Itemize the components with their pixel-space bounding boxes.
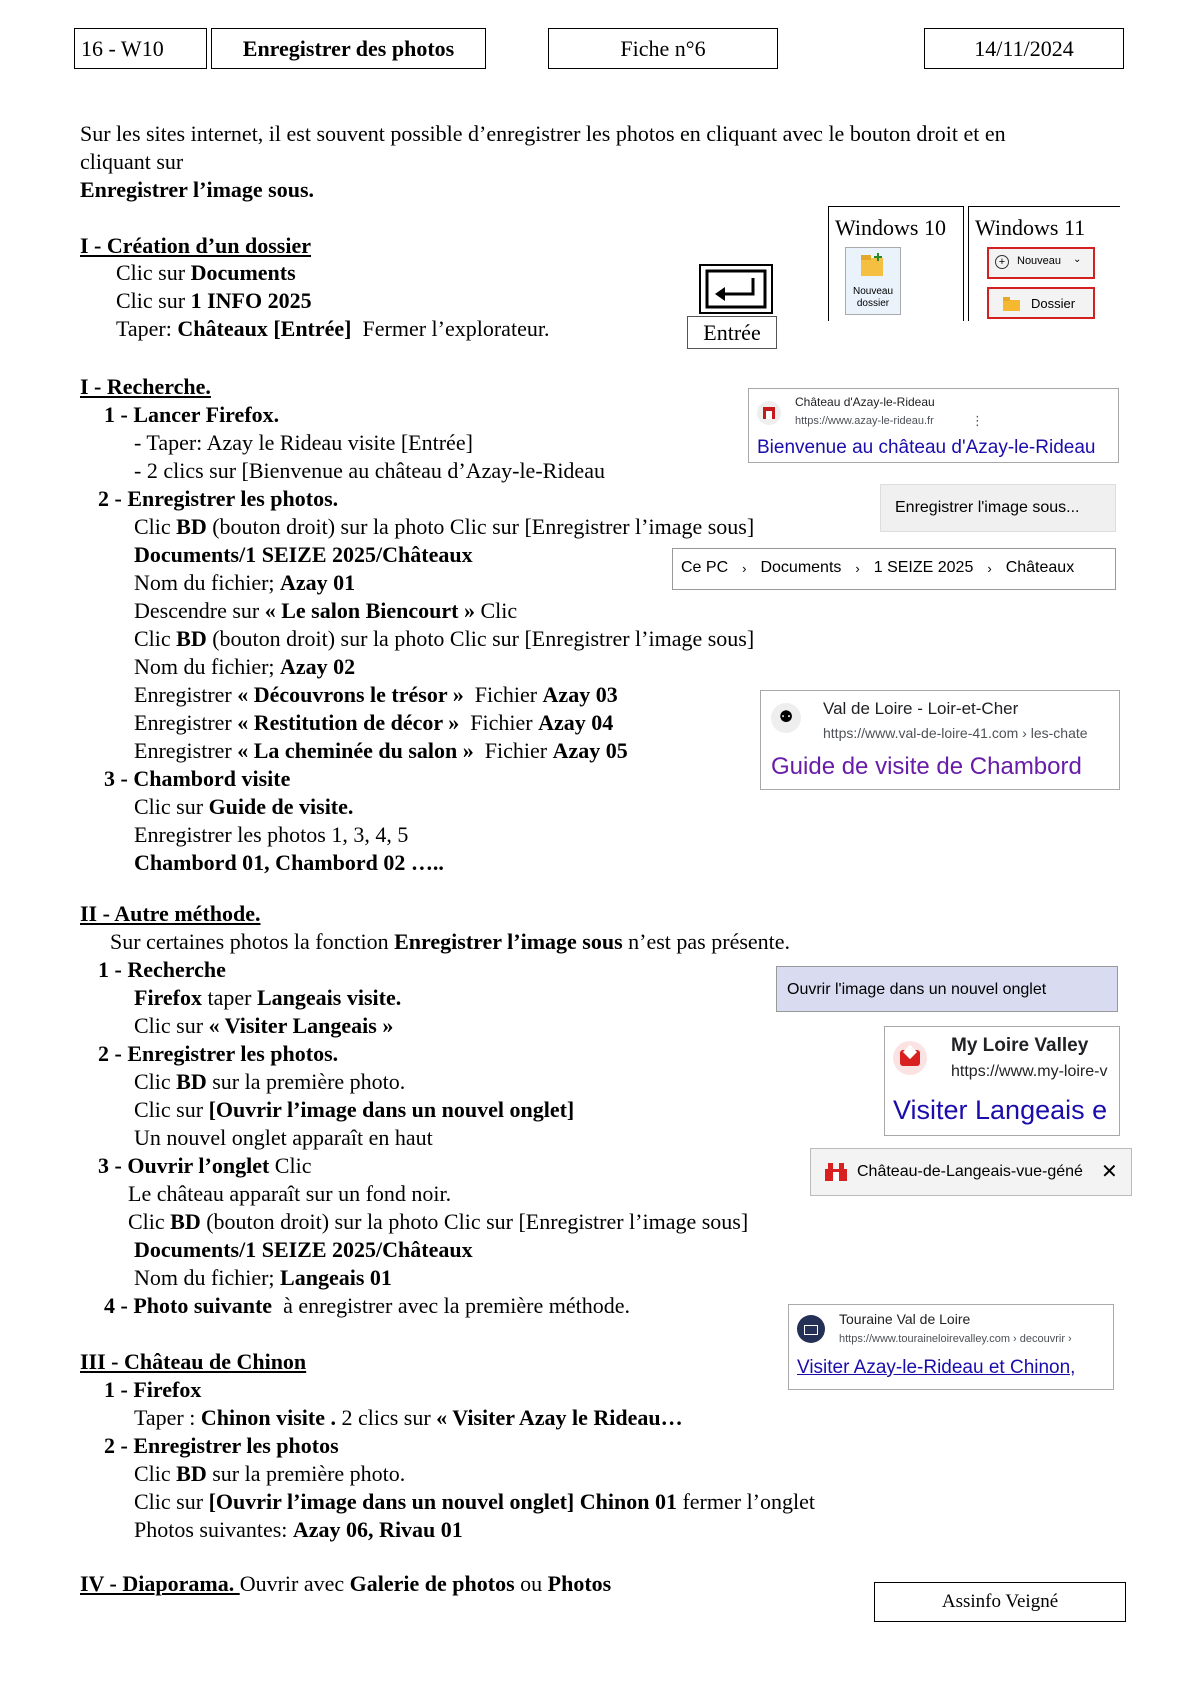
footer-box — [874, 1582, 1126, 1622]
s3-o2c: (bouton droit) sur la photo Clic sur [Enregistrer l’image sous] — [200, 1209, 749, 1234]
enter-key-icon — [699, 264, 773, 314]
s2-d1: Descendre sur — [134, 598, 265, 623]
header-title: Enregistrer des photos — [242, 35, 455, 61]
win11-label: Windows 11 — [975, 215, 1086, 240]
s3-heading-2 — [98, 1040, 338, 1068]
s2-b3: (bouton droit) sur la photo Clic sur [Enregistrer l’image sous] — [206, 626, 755, 651]
val-site-name: Val de Loire - Loir-et-Cher — [823, 699, 1019, 718]
s3-t1b: BD — [176, 1069, 207, 1094]
enter-key-shot — [697, 262, 777, 349]
val-url: https://www.val-de-loire-41.com › les-chate — [823, 725, 1088, 741]
azay-result-link[interactable]: Bienvenue au château d'Azay-le-Rideau — [757, 437, 1096, 458]
myloire-result-link[interactable]: Visiter Langeais e — [893, 1095, 1108, 1125]
breadcrumb-this-pc[interactable]: Ce PC — [681, 559, 729, 576]
s2-chambord-1 — [134, 793, 353, 821]
s3-h2: 2 - Enregistrer les photos. — [98, 1041, 339, 1066]
folder-icon — [1003, 297, 1021, 311]
s4-m3a: Photos suivantes: — [134, 1517, 293, 1542]
s4-m3b: Azay 06, Rivau 01 — [292, 1517, 463, 1542]
s4-m1c: sur la première photo. — [206, 1461, 406, 1486]
s3-t1a: Clic — [134, 1069, 177, 1094]
intro-bold: Enregistrer l’image sous. — [80, 177, 315, 202]
myloire-favicon — [893, 1041, 927, 1075]
s3-o2 — [128, 1208, 748, 1236]
win11-column — [968, 206, 1120, 321]
intro-line-3 — [80, 176, 314, 204]
touraine-site-name: Touraine Val de Loire — [839, 1311, 971, 1327]
header-title-box — [211, 28, 486, 69]
azay-site-name: Château d'Azay-le-Rideau — [795, 395, 935, 409]
s3-p1c: n’est pas présente. — [622, 929, 791, 954]
s2-e2c: Fichier — [459, 710, 539, 735]
s2-file-2 — [134, 653, 355, 681]
touraine-result-link[interactable]: Visiter Azay-le-Rideau et Chinon, — [797, 1357, 1076, 1378]
s1-l3a: Taper: — [116, 316, 178, 341]
s5-a: Ouvrir avec — [239, 1571, 350, 1596]
s4-m1a: Clic — [134, 1461, 177, 1486]
touraine-url: https://www.touraineloirevalley.com › decouvrir › — [839, 1333, 1072, 1345]
val-result-link[interactable]: Guide de visite de Chambord — [771, 753, 1082, 780]
chinon-search-result[interactable] — [788, 1304, 1114, 1390]
section-5-line — [80, 1570, 611, 1598]
save-image-as-label: Enregistrer l'image sous... — [895, 499, 1080, 516]
s4-heading-2 — [104, 1432, 339, 1460]
s3-r1c: Langeais visite. — [256, 985, 402, 1010]
save-image-as-menu-item[interactable] — [880, 484, 1116, 532]
s3-h4a: 4 - Photo suivante — [104, 1293, 273, 1318]
s3-heading-3 — [98, 1152, 311, 1180]
s3-p1a: Sur certaines photos la fonction — [110, 929, 395, 954]
s4-m2c: fermer l’onglet — [676, 1489, 816, 1514]
s1-l2b: 1 INFO 2025 — [190, 288, 312, 313]
header-date-box — [924, 28, 1124, 69]
s2-a2: BD — [176, 514, 207, 539]
s1-line-2 — [116, 287, 312, 315]
s3-h3b: Clic — [269, 1153, 312, 1178]
new-button-label: Nouveau — [1017, 255, 1062, 267]
s3-h1: 1 - Recherche — [98, 957, 226, 982]
tab-title: Château-de-Langeais-vue-géné — [857, 1163, 1083, 1180]
folder-menu-item-win11[interactable] — [987, 287, 1095, 319]
s4-m2b: [Ouvrir l’image dans un nouvel onglet] Chinon 01 — [208, 1489, 677, 1514]
new-folder-label-2: dossier — [856, 298, 890, 309]
s3-path — [134, 1236, 473, 1264]
s2-e2d: Azay 04 — [538, 710, 614, 735]
header-sheet-box — [548, 28, 778, 69]
open-image-new-tab-menu-item[interactable] — [776, 966, 1118, 1012]
s2-path-text: Documents/1 SEIZE 2025/Châteaux — [134, 542, 473, 567]
s3-o4 — [134, 1264, 392, 1292]
enter-key-label: Entrée — [703, 320, 761, 345]
header-sheet: Fiche n°6 — [620, 35, 706, 61]
s3-t1c: sur la première photo. — [206, 1069, 406, 1094]
s2-h2: 2 - Enregistrer les photos. — [98, 486, 339, 511]
s3-para — [110, 928, 790, 956]
s1-line-3 — [116, 315, 549, 343]
s1-l1a: Clic sur — [116, 260, 191, 285]
s4-heading-1 — [104, 1376, 201, 1404]
s3-r1b: taper — [202, 985, 257, 1010]
s5-c: ou — [514, 1571, 548, 1596]
s2-a1: Clic — [134, 514, 177, 539]
s2-c1b: Guide de visite. — [208, 794, 354, 819]
s3-o4a: Nom du fichier; — [134, 1265, 281, 1290]
s2-f1b: Azay 01 — [280, 570, 356, 595]
s4-m2 — [134, 1488, 815, 1516]
s4-m1 — [134, 1460, 405, 1488]
s2-f2a: Nom du fichier; — [134, 654, 281, 679]
breadcrumb-documents[interactable]: Documents — [760, 559, 842, 576]
s2-save-5 — [134, 737, 628, 765]
s4-h1: 1 - Firefox — [104, 1377, 202, 1402]
chevron-right-icon: › — [987, 560, 992, 576]
s3-t2 — [134, 1096, 574, 1124]
chevron-right-icon: › — [742, 560, 747, 576]
enter-key-label-box — [687, 316, 777, 349]
tab-favicon-icon — [825, 1163, 847, 1181]
s4-m2a: Clic sur — [134, 1489, 209, 1514]
s4-m3 — [134, 1516, 463, 1544]
s2-heading-1 — [104, 401, 279, 429]
s4-h2: 2 - Enregistrer les photos — [104, 1433, 339, 1458]
s3-heading-1 — [98, 956, 226, 984]
s2-e3d: Azay 05 — [552, 738, 628, 763]
s2-heading-2 — [98, 485, 338, 513]
s2-line-b — [134, 625, 754, 653]
s3-o1: Le château apparaît sur un fond noir. — [128, 1181, 452, 1206]
s3-t1 — [134, 1068, 405, 1096]
s3-t2b: [Ouvrir l’image dans un nouvel onglet] — [208, 1097, 575, 1122]
touraine-favicon — [797, 1315, 825, 1343]
s2-e3a: Enregistrer — [134, 738, 238, 763]
azay-search-result[interactable] — [748, 388, 1119, 463]
s2-d3: Clic — [474, 598, 518, 623]
s1-line-1 — [116, 259, 296, 287]
s2-h1-line-b: - 2 clics sur [Bienvenue au château d’Azay-le-Rideau — [134, 458, 605, 483]
s2-path — [134, 541, 473, 569]
myloire-url: https://www.my-loire-v — [951, 1063, 1108, 1080]
s3-r2a: Clic sur — [134, 1013, 209, 1038]
s2-file-1 — [134, 569, 355, 597]
azay-url: https://www.azay-le-rideau.fr — [795, 415, 934, 427]
s3-p1b: Enregistrer l’image sous — [394, 929, 623, 954]
s3-r2b: « Visiter Langeais » — [208, 1013, 394, 1038]
s3-o2a: Clic — [128, 1209, 171, 1234]
chambord-search-result[interactable] — [760, 690, 1120, 790]
s2-f2b: Azay 02 — [280, 654, 356, 679]
s3-r1 — [134, 984, 401, 1012]
myloire-site-name: My Loire Valley — [951, 1035, 1089, 1056]
new-folder-button-win10[interactable] — [845, 247, 901, 315]
s2-e3c: Fichier — [473, 738, 553, 763]
section-4-title: III - Château de Chinon — [80, 1349, 307, 1374]
s2-c1a: Clic sur — [134, 794, 209, 819]
folder-icon — [859, 252, 887, 278]
header-date: 14/11/2024 — [974, 35, 1074, 61]
s3-o2b: BD — [170, 1209, 201, 1234]
s2-line-a — [134, 513, 754, 541]
win10-column — [828, 206, 964, 321]
s2-descend — [134, 597, 517, 625]
s4-k1d: « Visiter Azay le Rideau… — [436, 1405, 683, 1430]
s2-e2a: Enregistrer — [134, 710, 238, 735]
s2-h1-line-a: - Taper: Azay le Rideau visite [Entrée] — [134, 430, 473, 455]
s1-l3b: Châteaux [Entrée] — [177, 316, 352, 341]
s2-e2b: « Restitution de décor » — [237, 710, 460, 735]
chevron-down-icon: ⌄ — [1073, 254, 1082, 265]
s1-l1b: Documents — [190, 260, 296, 285]
breadcrumb-chateaux[interactable]: Châteaux — [1005, 559, 1075, 576]
s2-e1d: Azay 03 — [542, 682, 618, 707]
s2-b1: Clic — [134, 626, 177, 651]
s4-k1c: 2 clics sur — [335, 1405, 437, 1430]
s2-save-4 — [134, 709, 613, 737]
section-2-title: I - Recherche. — [80, 374, 211, 399]
s5-b: Galerie de photos — [349, 1571, 515, 1596]
azay-favicon — [757, 401, 781, 425]
s3-r2 — [134, 1012, 393, 1040]
s2-e3b: « La cheminée du salon » — [237, 738, 474, 763]
tab-close-icon[interactable]: ✕ — [1101, 1161, 1118, 1183]
win10-label: Windows 10 — [835, 215, 946, 240]
breadcrumb-seize[interactable]: 1 SEIZE 2025 — [873, 559, 974, 576]
explorer-breadcrumb — [672, 548, 1116, 590]
breadcrumb-row — [681, 559, 1074, 577]
s3-o4b: Langeais 01 — [280, 1265, 392, 1290]
header-code: 16 - W10 — [81, 35, 164, 61]
s2-h1: 1 - Lancer Firefox. — [104, 402, 280, 427]
s2-d2: « Le salon Biencourt » — [264, 598, 475, 623]
s4-k1 — [134, 1404, 683, 1432]
s1-l2a: Clic sur — [116, 288, 191, 313]
langeais-search-result[interactable] — [884, 1026, 1120, 1136]
s3-heading-4 — [104, 1292, 630, 1320]
chevron-right-icon: › — [855, 560, 860, 576]
s4-k1b: Chinon visite . — [200, 1405, 336, 1430]
header-code-box — [74, 28, 207, 69]
more-options-icon[interactable]: ⋮ — [971, 413, 984, 428]
s2-e1b: « Découvrons le trésor » — [237, 682, 464, 707]
s2-e1a: Enregistrer — [134, 682, 238, 707]
langeais-browser-tab[interactable] — [810, 1148, 1132, 1196]
s5-d: Photos — [547, 1571, 612, 1596]
s3-path-text: Documents/1 SEIZE 2025/Châteaux — [134, 1237, 473, 1262]
s2-save-3 — [134, 681, 618, 709]
s2-f1a: Nom du fichier; — [134, 570, 281, 595]
s3-h4b: à enregistrer avec la première méthode. — [272, 1293, 630, 1318]
s2-b2: BD — [176, 626, 207, 651]
new-button-win11[interactable] — [987, 247, 1095, 279]
s3-t2a: Clic sur — [134, 1097, 209, 1122]
plus-circle-icon: + — [995, 255, 1009, 269]
section-1-title: I - Création d’un dossier — [80, 233, 312, 258]
new-folder-label-1: Nouveau — [852, 286, 894, 297]
s2-heading-3 — [104, 765, 290, 793]
open-image-new-tab-label: Ouvrir l'image dans un nouvel onglet — [787, 981, 1047, 998]
s2-a3: (bouton droit) sur la photo Clic sur [Enregistrer l’image sous] — [206, 514, 755, 539]
s3-h3a: 3 - Ouvrir l’onglet — [98, 1153, 270, 1178]
s3-r1a: Firefox — [134, 985, 203, 1010]
section-3-title: II - Autre méthode. — [80, 901, 261, 926]
section-5-title: IV - Diaporama. — [80, 1571, 240, 1596]
s2-c3: Chambord 01, Chambord 02 ….. — [134, 850, 444, 875]
val-favicon: ⚉ — [771, 703, 801, 733]
s2-chambord-3 — [134, 849, 444, 877]
folder-menu-label: Dossier — [1031, 296, 1076, 311]
s2-chambord-2: Enregistrer les photos 1, 3, 4, 5 — [134, 822, 409, 847]
s1-l3c: Fermer l’explorateur. — [351, 316, 550, 341]
s2-e1c: Fichier — [463, 682, 543, 707]
s4-m1b: BD — [176, 1461, 207, 1486]
s2-h3: 3 - Chambord visite — [104, 766, 291, 791]
footer-text: Assinfo Veigné — [941, 1591, 1059, 1612]
windows-folder-shot — [828, 206, 1120, 321]
intro-line-1: Sur les sites internet, il est souvent possible d’enregistrer les photos en cliquant avec le bouton droit et en — [80, 121, 1006, 146]
s3-t3: Un nouvel onglet apparaît en haut — [134, 1125, 433, 1150]
s4-k1a: Taper : — [134, 1405, 201, 1430]
intro-line-2: cliquant sur — [80, 149, 184, 174]
